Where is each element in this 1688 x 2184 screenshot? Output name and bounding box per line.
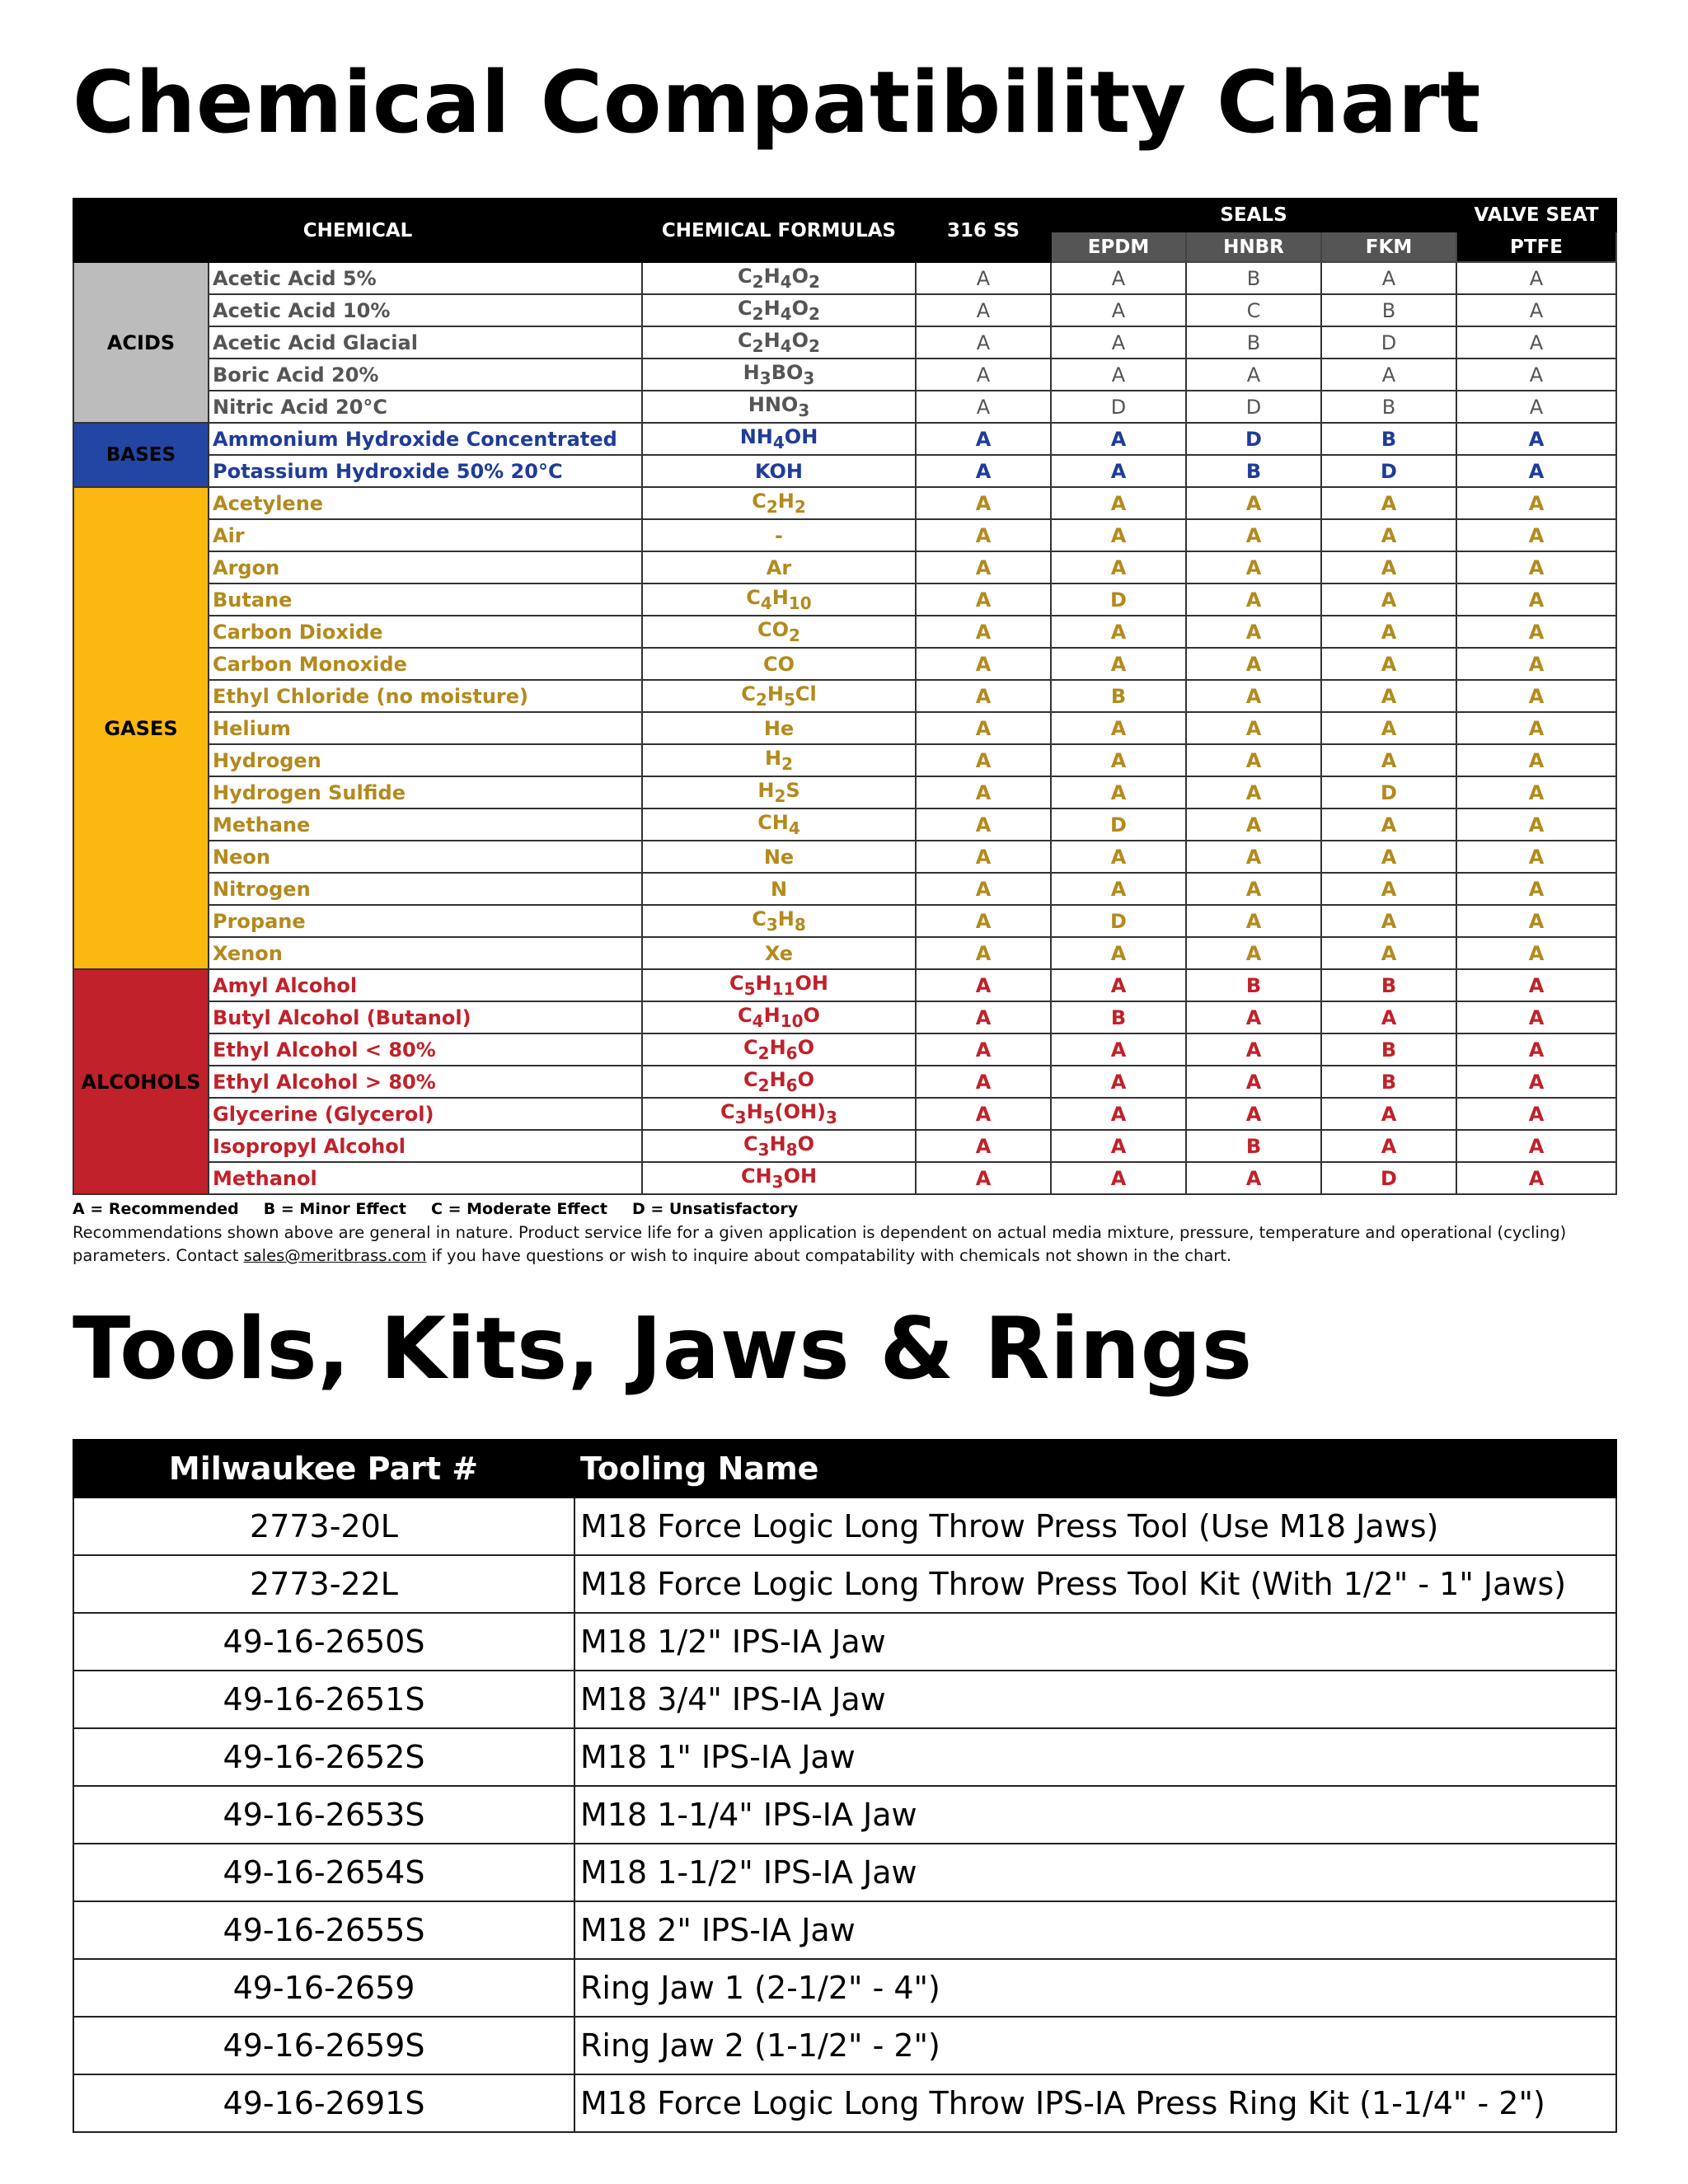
chemical-name: Neon: [209, 841, 642, 873]
rating-hnbr: A: [1186, 519, 1321, 551]
rating-316ss: A: [916, 712, 1051, 744]
chemical-formula: N: [642, 873, 916, 905]
rating-316ss: A: [916, 487, 1051, 519]
chemical-row: [73, 391, 1616, 423]
rating-316ss: A: [916, 326, 1051, 359]
tool-name: M18 1" IPS-IA Jaw: [574, 1728, 1616, 1786]
tool-name: M18 Force Logic Long Throw Press Tool Kit (With 1/2" - 1" Jaws): [574, 1555, 1616, 1613]
rating-hnbr: A: [1186, 1001, 1321, 1033]
chemical-formula: -: [642, 519, 916, 551]
rating-316ss: A: [916, 1066, 1051, 1098]
rating-epdm: B: [1051, 1001, 1186, 1033]
rating-hnbr: B: [1186, 455, 1321, 487]
rating-ptfe: A: [1456, 1162, 1616, 1194]
rating-epdm: D: [1051, 391, 1186, 423]
header-fkm: FKM: [1321, 232, 1456, 262]
tool-row: [73, 1555, 1616, 1613]
rating-epdm: A: [1051, 551, 1186, 583]
rating-ptfe: A: [1456, 1130, 1616, 1162]
rating-ptfe: A: [1456, 648, 1616, 680]
rating-fkm: A: [1321, 744, 1456, 776]
rating-fkm: A: [1321, 808, 1456, 841]
rating-hnbr: A: [1186, 1098, 1321, 1130]
rating-ptfe: A: [1456, 905, 1616, 937]
header-part-number: Milwaukee Part #: [73, 1440, 574, 1497]
rating-316ss: A: [916, 391, 1051, 423]
chemical-row: [73, 1033, 1616, 1066]
chemical-formula: $C_2H_5Cl$: [642, 680, 916, 712]
rating-epdm: A: [1051, 262, 1186, 294]
chemical-formula: Ne: [642, 841, 916, 873]
chemical-formula: $C_2H_2$: [642, 487, 916, 519]
rating-fkm: A: [1321, 937, 1456, 969]
rating-fkm: B: [1321, 969, 1456, 1001]
rating-fkm: B: [1321, 294, 1456, 326]
rating-ptfe: A: [1456, 808, 1616, 841]
chemical-name: Argon: [209, 551, 642, 583]
chemical-name: Nitrogen: [209, 873, 642, 905]
rating-fkm: A: [1321, 262, 1456, 294]
chemical-formula: $C_3H_5(OH)_3$: [642, 1098, 916, 1130]
chemical-formula: $C_4H_{10}$: [642, 583, 916, 616]
rating-epdm: A: [1051, 841, 1186, 873]
chemical-formula: CO: [642, 648, 916, 680]
tool-part-number: 49-16-2651S: [73, 1671, 574, 1728]
header-formulas: CHEMICAL FORMULAS: [642, 199, 916, 262]
rating-epdm: A: [1051, 1130, 1186, 1162]
rating-fkm: D: [1321, 776, 1456, 808]
chemical-row: [73, 1098, 1616, 1130]
tool-part-number: 49-16-2650S: [73, 1613, 574, 1671]
chemical-formula: $CH_3OH$: [642, 1162, 916, 1194]
rating-fkm: A: [1321, 519, 1456, 551]
rating-hnbr: A: [1186, 841, 1321, 873]
rating-hnbr: A: [1186, 551, 1321, 583]
tool-part-number: 49-16-2659S: [73, 2017, 574, 2074]
rating-fkm: B: [1321, 1066, 1456, 1098]
rating-hnbr: A: [1186, 680, 1321, 712]
rating-316ss: A: [916, 680, 1051, 712]
rating-ptfe: A: [1456, 551, 1616, 583]
chemical-name: Methane: [209, 808, 642, 841]
tool-row: [73, 1786, 1616, 1844]
rating-hnbr: B: [1186, 262, 1321, 294]
rating-fkm: A: [1321, 841, 1456, 873]
chemical-name: Xenon: [209, 937, 642, 969]
rating-hnbr: A: [1186, 648, 1321, 680]
tool-name: M18 Force Logic Long Throw Press Tool (Use M18 Jaws): [574, 1497, 1616, 1555]
rating-ptfe: A: [1456, 294, 1616, 326]
rating-ptfe: A: [1456, 969, 1616, 1001]
legend-item-b: B = Minor Effect: [263, 1200, 407, 1218]
rating-epdm: A: [1051, 294, 1186, 326]
tool-row: [73, 2074, 1616, 2132]
rating-ptfe: A: [1456, 776, 1616, 808]
tool-name: M18 Force Logic Long Throw IPS-IA Press Ring Kit (1-1/4" - 2"): [574, 2074, 1616, 2132]
tool-name: Ring Jaw 1 (2-1/2" - 4"): [574, 1959, 1616, 2017]
rating-316ss: A: [916, 455, 1051, 487]
chemical-formula: $C_2H_6O$: [642, 1066, 916, 1098]
rating-316ss: A: [916, 583, 1051, 616]
page-title: Chemical Compatibility Chart: [73, 54, 1481, 152]
rating-fkm: A: [1321, 712, 1456, 744]
rating-hnbr: D: [1186, 423, 1321, 455]
chemical-row: [73, 583, 1616, 616]
chemical-formula: Ar: [642, 551, 916, 583]
rating-epdm: D: [1051, 808, 1186, 841]
rating-ptfe: A: [1456, 262, 1616, 294]
chemical-name: Butyl Alcohol (Butanol): [209, 1001, 642, 1033]
header-epdm: EPDM: [1051, 232, 1186, 262]
rating-hnbr: A: [1186, 616, 1321, 648]
chemical-row: [73, 455, 1616, 487]
chemical-formula: $H_3BO_3$: [642, 359, 916, 391]
tool-name: M18 1-1/2" IPS-IA Jaw: [574, 1844, 1616, 1901]
rating-hnbr: C: [1186, 294, 1321, 326]
tool-part-number: 49-16-2655S: [73, 1901, 574, 1959]
chemical-name: Isopropyl Alcohol: [209, 1130, 642, 1162]
category-gases: GASES: [73, 487, 209, 969]
rating-hnbr: B: [1186, 1130, 1321, 1162]
chemical-row: [73, 294, 1616, 326]
tools-title: Tools, Kits, Jaws & Rings: [73, 1300, 1253, 1399]
rating-hnbr: A: [1186, 487, 1321, 519]
rating-316ss: A: [916, 937, 1051, 969]
rating-316ss: A: [916, 969, 1051, 1001]
rating-hnbr: A: [1186, 937, 1321, 969]
tool-row: [73, 1728, 1616, 1786]
rating-epdm: A: [1051, 1033, 1186, 1066]
chemical-name: Helium: [209, 712, 642, 744]
chemical-name: Hydrogen: [209, 744, 642, 776]
rating-hnbr: A: [1186, 776, 1321, 808]
rating-ptfe: A: [1456, 519, 1616, 551]
chemical-row: [73, 1066, 1616, 1098]
chemical-row: [73, 1162, 1616, 1194]
chemical-name: Air: [209, 519, 642, 551]
chemical-row: [73, 905, 1616, 937]
rating-fkm: A: [1321, 359, 1456, 391]
tool-row: [73, 1613, 1616, 1671]
rating-epdm: D: [1051, 905, 1186, 937]
chemical-row: [73, 680, 1616, 712]
rating-hnbr: A: [1186, 873, 1321, 905]
chemical-name: Hydrogen Sulfide: [209, 776, 642, 808]
rating-fkm: B: [1321, 1033, 1456, 1066]
rating-fkm: B: [1321, 391, 1456, 423]
header-316ss: 316 SS: [916, 199, 1051, 262]
tool-row: [73, 1959, 1616, 2017]
chemical-name: Carbon Monoxide: [209, 648, 642, 680]
tool-name: M18 3/4" IPS-IA Jaw: [574, 1671, 1616, 1728]
rating-epdm: A: [1051, 616, 1186, 648]
category-acids: ACIDS: [73, 262, 209, 423]
rating-316ss: A: [916, 1033, 1051, 1066]
rating-316ss: A: [916, 873, 1051, 905]
tool-name: M18 1-1/4" IPS-IA Jaw: [574, 1786, 1616, 1844]
chemical-row: [73, 744, 1616, 776]
chemical-compatibility-table: [73, 198, 1617, 1195]
rating-ptfe: A: [1456, 455, 1616, 487]
rating-epdm: A: [1051, 326, 1186, 359]
rating-ptfe: A: [1456, 359, 1616, 391]
chemical-formula: $H_2S$: [642, 776, 916, 808]
rating-fkm: A: [1321, 583, 1456, 616]
sales-email-link[interactable]: sales@meritbrass.com: [243, 1246, 427, 1265]
rating-316ss: A: [916, 262, 1051, 294]
rating-316ss: A: [916, 905, 1051, 937]
rating-316ss: A: [916, 359, 1051, 391]
rating-epdm: A: [1051, 1066, 1186, 1098]
rating-epdm: D: [1051, 583, 1186, 616]
tool-part-number: 49-16-2652S: [73, 1728, 574, 1786]
rating-ptfe: A: [1456, 1098, 1616, 1130]
header-seals: SEALS: [1051, 199, 1456, 232]
chemical-name: Acetylene: [209, 487, 642, 519]
rating-hnbr: A: [1186, 744, 1321, 776]
rating-316ss: A: [916, 423, 1051, 455]
rating-epdm: A: [1051, 359, 1186, 391]
rating-fkm: A: [1321, 680, 1456, 712]
chemical-row: [73, 841, 1616, 873]
rating-fkm: A: [1321, 905, 1456, 937]
rating-epdm: A: [1051, 776, 1186, 808]
rating-fkm: A: [1321, 1098, 1456, 1130]
rating-ptfe: A: [1456, 487, 1616, 519]
rating-hnbr: A: [1186, 712, 1321, 744]
chemical-formula: $CO_2$: [642, 616, 916, 648]
rating-hnbr: A: [1186, 905, 1321, 937]
rating-316ss: A: [916, 616, 1051, 648]
rating-316ss: A: [916, 744, 1051, 776]
header-chemical: CHEMICAL: [73, 199, 642, 262]
tool-row: [73, 1671, 1616, 1728]
chemical-name: Ammonium Hydroxide Concentrated: [209, 423, 642, 455]
chemical-row: [73, 487, 1616, 519]
tool-part-number: 49-16-2691S: [73, 2074, 574, 2132]
rating-316ss: A: [916, 776, 1051, 808]
chemical-name: Potassium Hydroxide 50% 20°C: [209, 455, 642, 487]
rating-epdm: A: [1051, 648, 1186, 680]
chemical-formula: Xe: [642, 937, 916, 969]
chemical-row: [73, 616, 1616, 648]
chemical-formula: $C_5H_{11}OH$: [642, 969, 916, 1001]
note-text-before: Recommendations shown above are general in nature. Product service life for a given application is dependent on actual media mixture, pressure, temperature and operational (cycling) parameters. Contact: [73, 1223, 1567, 1265]
rating-epdm: A: [1051, 937, 1186, 969]
rating-fkm: A: [1321, 873, 1456, 905]
rating-epdm: A: [1051, 873, 1186, 905]
chemical-row: [73, 359, 1616, 391]
tools-table-body: [73, 1497, 1616, 2132]
chemical-formula: $C_3H_8O$: [642, 1130, 916, 1162]
rating-316ss: A: [916, 648, 1051, 680]
rating-ptfe: A: [1456, 1066, 1616, 1098]
chemical-name: Boric Acid 20%: [209, 359, 642, 391]
rating-fkm: B: [1321, 423, 1456, 455]
tool-row: [73, 1901, 1616, 1959]
disclaimer-note: [73, 1221, 1622, 1268]
rating-fkm: D: [1321, 1162, 1456, 1194]
rating-epdm: A: [1051, 487, 1186, 519]
rating-fkm: A: [1321, 1130, 1456, 1162]
rating-fkm: A: [1321, 1001, 1456, 1033]
rating-316ss: A: [916, 519, 1051, 551]
chemical-name: Methanol: [209, 1162, 642, 1194]
chemical-name: Nitric Acid 20°C: [209, 391, 642, 423]
rating-fkm: A: [1321, 648, 1456, 680]
category-alcohols: ALCOHOLS: [73, 969, 209, 1194]
chemical-name: Acetic Acid Glacial: [209, 326, 642, 359]
header-hnbr: HNBR: [1186, 232, 1321, 262]
chemical-row: [73, 262, 1616, 294]
tool-name: M18 2" IPS-IA Jaw: [574, 1901, 1616, 1959]
legend-item-d: D = Unsatisfactory: [631, 1200, 799, 1218]
rating-ptfe: A: [1456, 391, 1616, 423]
rating-legend: [73, 1200, 1615, 1218]
chemical-row: [73, 969, 1616, 1001]
rating-hnbr: A: [1186, 1033, 1321, 1066]
chemical-formula: $C_2H_4O_2$: [642, 262, 916, 294]
legend-item-a: A = Recommended: [73, 1200, 239, 1218]
chemical-name: Ethyl Alcohol < 80%: [209, 1033, 642, 1066]
chemical-name: Ethyl Chloride (no moisture): [209, 680, 642, 712]
rating-hnbr: D: [1186, 391, 1321, 423]
header-tooling-name: Tooling Name: [574, 1440, 1616, 1497]
chemical-name: Carbon Dioxide: [209, 616, 642, 648]
rating-316ss: A: [916, 841, 1051, 873]
tool-row: [73, 2017, 1616, 2074]
rating-316ss: A: [916, 294, 1051, 326]
tool-name: Ring Jaw 2 (1-1/2" - 2"): [574, 2017, 1616, 2074]
chemical-formula: $C_2H_4O_2$: [642, 294, 916, 326]
rating-ptfe: A: [1456, 937, 1616, 969]
rating-fkm: A: [1321, 487, 1456, 519]
rating-fkm: A: [1321, 551, 1456, 583]
rating-hnbr: A: [1186, 1162, 1321, 1194]
rating-hnbr: B: [1186, 969, 1321, 1001]
chemical-row: [73, 648, 1616, 680]
chemical-row: [73, 1130, 1616, 1162]
tool-part-number: 2773-22L: [73, 1555, 574, 1613]
header-ptfe: PTFE: [1456, 232, 1616, 262]
chemical-row: [73, 551, 1616, 583]
chemical-formula: $HNO_3$: [642, 391, 916, 423]
tool-part-number: 49-16-2659: [73, 1959, 574, 2017]
chemical-formula: $C_2H_6O$: [642, 1033, 916, 1066]
rating-epdm: A: [1051, 712, 1186, 744]
chemical-name: Acetic Acid 5%: [209, 262, 642, 294]
chemical-name: Glycerine (Glycerol): [209, 1098, 642, 1130]
rating-ptfe: A: [1456, 326, 1616, 359]
tool-part-number: 49-16-2653S: [73, 1786, 574, 1844]
rating-epdm: A: [1051, 1162, 1186, 1194]
chemical-name: Amyl Alcohol: [209, 969, 642, 1001]
rating-epdm: B: [1051, 680, 1186, 712]
rating-ptfe: A: [1456, 873, 1616, 905]
rating-ptfe: A: [1456, 583, 1616, 616]
rating-hnbr: A: [1186, 1066, 1321, 1098]
chemical-table-body: [73, 262, 1616, 1194]
chemical-formula: $C_3H_8$: [642, 905, 916, 937]
rating-fkm: A: [1321, 616, 1456, 648]
category-bases: BASES: [73, 423, 209, 487]
tool-row: [73, 1497, 1616, 1555]
rating-ptfe: A: [1456, 712, 1616, 744]
chemical-name: Acetic Acid 10%: [209, 294, 642, 326]
rating-epdm: A: [1051, 744, 1186, 776]
chemical-row: [73, 873, 1616, 905]
rating-ptfe: A: [1456, 1033, 1616, 1066]
header-valve-seat: VALVE SEAT: [1456, 199, 1616, 232]
chemical-row: [73, 937, 1616, 969]
chemical-name: Ethyl Alcohol > 80%: [209, 1066, 642, 1098]
tool-part-number: 49-16-2654S: [73, 1844, 574, 1901]
chemical-formula: $C_2H_4O_2$: [642, 326, 916, 359]
rating-316ss: A: [916, 808, 1051, 841]
chemical-row: [73, 1001, 1616, 1033]
rating-hnbr: A: [1186, 808, 1321, 841]
rating-epdm: A: [1051, 423, 1186, 455]
rating-epdm: A: [1051, 455, 1186, 487]
chemical-row: [73, 423, 1616, 455]
rating-316ss: A: [916, 1130, 1051, 1162]
chemical-formula: $NH_4OH$: [642, 423, 916, 455]
rating-epdm: A: [1051, 519, 1186, 551]
chemical-formula: He: [642, 712, 916, 744]
rating-epdm: A: [1051, 1098, 1186, 1130]
rating-316ss: A: [916, 1001, 1051, 1033]
chemical-formula: $CH_4$: [642, 808, 916, 841]
rating-epdm: A: [1051, 969, 1186, 1001]
rating-hnbr: A: [1186, 359, 1321, 391]
chemical-formula: $H_2$: [642, 744, 916, 776]
chemical-row: [73, 808, 1616, 841]
tools-table: [73, 1439, 1617, 2133]
legend-item-c: C = Moderate Effect: [431, 1200, 607, 1218]
note-text-after: if you have questions or wish to inquire about compatability with chemicals not shown in the chart.: [426, 1246, 1232, 1265]
chemical-row: [73, 776, 1616, 808]
rating-316ss: A: [916, 1098, 1051, 1130]
chemical-formula: $C_4H_{10}O$: [642, 1001, 916, 1033]
chemical-row: [73, 712, 1616, 744]
rating-fkm: D: [1321, 455, 1456, 487]
rating-ptfe: A: [1456, 616, 1616, 648]
rating-ptfe: A: [1456, 841, 1616, 873]
rating-fkm: D: [1321, 326, 1456, 359]
rating-ptfe: A: [1456, 423, 1616, 455]
chemical-row: [73, 519, 1616, 551]
tool-name: M18 1/2" IPS-IA Jaw: [574, 1613, 1616, 1671]
tool-part-number: 2773-20L: [73, 1497, 574, 1555]
tool-row: [73, 1844, 1616, 1901]
chemical-name: Butane: [209, 583, 642, 616]
rating-ptfe: A: [1456, 744, 1616, 776]
rating-hnbr: B: [1186, 326, 1321, 359]
rating-316ss: A: [916, 1162, 1051, 1194]
rating-ptfe: A: [1456, 680, 1616, 712]
chemical-formula: KOH: [642, 455, 916, 487]
rating-hnbr: A: [1186, 583, 1321, 616]
rating-316ss: A: [916, 551, 1051, 583]
rating-ptfe: A: [1456, 1001, 1616, 1033]
chemical-row: [73, 326, 1616, 359]
chemical-name: Propane: [209, 905, 642, 937]
